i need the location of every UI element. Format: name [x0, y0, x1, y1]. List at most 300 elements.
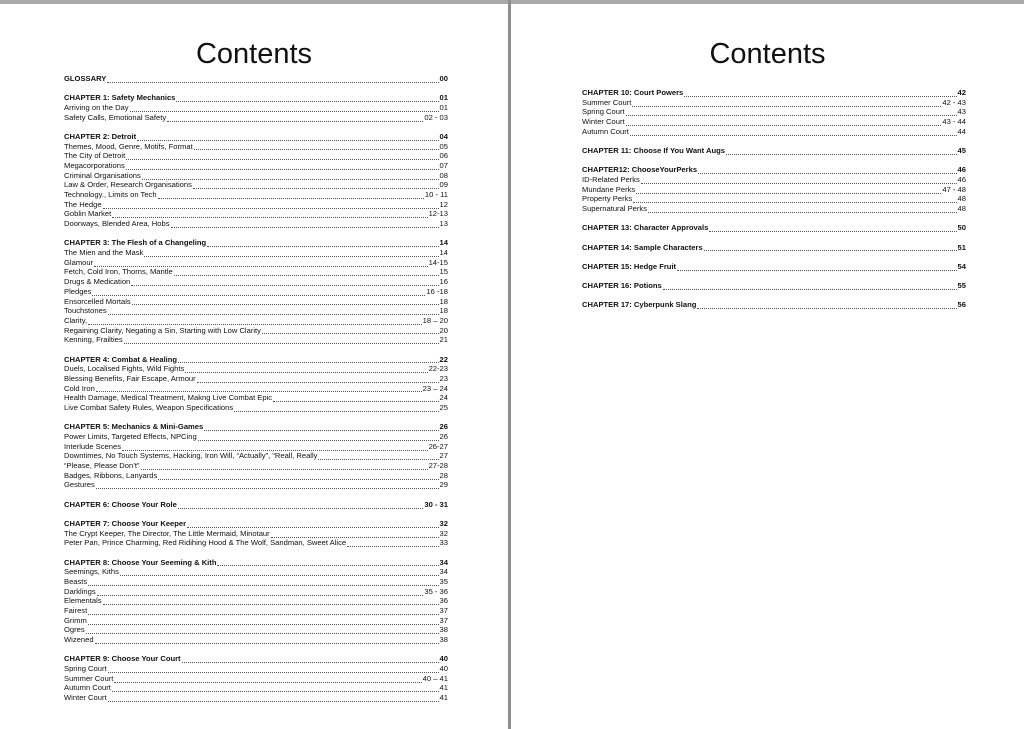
page-number: 42: [957, 87, 966, 97]
page-number: 27: [439, 451, 448, 461]
dot-leader: [217, 558, 438, 566]
dot-leader: [130, 104, 439, 112]
toc-entry[interactable]: [582, 194, 966, 204]
toc-section: [582, 243, 966, 253]
dot-leader: [347, 539, 438, 547]
dot-leader: [120, 568, 439, 576]
dot-leader: [193, 181, 439, 189]
dot-leader: [108, 694, 439, 702]
page-number: 10 - 11: [424, 190, 448, 200]
entry-title: The Crypt Keeper, The Director, The Little Mermaid, Minotaur: [64, 528, 270, 538]
left-page: [0, 4, 508, 729]
page-number: 14-15: [428, 257, 448, 267]
toc-section: [582, 300, 966, 310]
dot-leader: [636, 186, 941, 194]
toc-chapter-heading[interactable]: [582, 223, 966, 233]
dot-leader: [198, 433, 439, 441]
toc-section: [582, 223, 966, 233]
table-of-contents: [64, 74, 448, 712]
entry-title: The City of Detroit: [64, 151, 126, 161]
page-number: 13: [439, 219, 448, 229]
toc-section: [582, 88, 966, 136]
dot-leader: [114, 675, 421, 683]
page-number: 37: [439, 606, 448, 616]
dot-leader: [132, 297, 439, 305]
toc-section: [64, 238, 448, 345]
entry-title: Peter Pan, Prince Charming, Red Ridihing Hood & The Wolf, Sandman, Sweet Alice: [64, 538, 347, 548]
toc-entry[interactable]: [64, 587, 448, 597]
page-number: 24: [439, 393, 448, 403]
toc-section: [64, 519, 448, 548]
chapter-title: CHAPTER 10: Court Powers: [582, 87, 684, 97]
dot-leader: [126, 152, 438, 160]
entry-title: Grimm: [64, 615, 87, 625]
dot-leader: [194, 142, 439, 150]
dot-leader: [318, 452, 438, 460]
chapter-title: CHAPTER 5: Mechanics & Mini-Games: [64, 422, 204, 432]
toc-chapter-heading[interactable]: [64, 558, 448, 568]
toc-entry[interactable]: [64, 635, 448, 645]
entry-title: Pledges: [64, 286, 92, 296]
toc-entry[interactable]: [64, 567, 448, 577]
dot-leader: [677, 263, 956, 271]
page-number: 43 - 44: [942, 117, 966, 127]
page-number: 30 - 31: [424, 499, 448, 509]
entry-title: Spring Court: [582, 107, 625, 117]
entry-title: Power Limits, Targeted Effects, NPCing: [64, 431, 197, 441]
dot-leader: [112, 210, 427, 218]
entry-title: Arriving on the Day: [64, 102, 129, 112]
entry-title: Duels, Localised Fights, Wild Fights: [64, 364, 185, 374]
toc-chapter-heading[interactable]: [64, 93, 448, 103]
toc-section: [64, 355, 448, 413]
page-number: 38: [439, 625, 448, 635]
entry-title: Criminal Organisations: [64, 170, 141, 180]
page-number: 44: [957, 126, 966, 136]
toc-entry[interactable]: [64, 200, 448, 210]
page-number: 26: [439, 431, 448, 441]
dot-leader: [174, 268, 439, 276]
entry-title: Downtimes, No Touch Systems, Hacking, Iron Will, “Actually”, “Reall, Really: [64, 451, 318, 461]
chapter-title: CHAPTER12: ChooseYourPerks: [582, 165, 698, 175]
toc-chapter-heading[interactable]: [64, 132, 448, 142]
toc-chapter-heading[interactable]: [582, 243, 966, 253]
chapter-title: CHAPTER 15: Hedge Fruit: [582, 261, 677, 271]
entry-title: Property Perks: [582, 194, 633, 204]
entry-title: Badges, Ribbons, Lanyards: [64, 470, 158, 480]
entry-title: Summer Court: [582, 97, 632, 107]
page-number: 56: [957, 300, 966, 310]
dot-leader: [187, 520, 438, 528]
page-number: 25: [439, 402, 448, 412]
page-number: 40: [439, 654, 448, 664]
entry-title: Elementals: [64, 596, 102, 606]
entry-title: Winter Court: [582, 117, 625, 127]
dot-leader: [158, 472, 438, 480]
toc-entry[interactable]: [64, 113, 448, 123]
toc-chapter-heading[interactable]: [582, 146, 966, 156]
right-page: [511, 4, 1024, 729]
dot-leader: [663, 282, 957, 290]
dot-leader: [142, 172, 439, 180]
dot-leader: [122, 443, 428, 451]
toc-entry[interactable]: [64, 161, 448, 171]
entry-title: Winter Court: [64, 693, 107, 703]
dot-leader: [141, 462, 428, 470]
entry-title: Kenning, Frailties: [64, 335, 123, 345]
entry-title: Doorways, Blended Area, Hobs: [64, 219, 170, 229]
dot-leader: [182, 655, 439, 663]
toc-chapter-heading[interactable]: [64, 500, 448, 510]
chapter-title: CHAPTER 11: Choose If You Want Augs: [582, 146, 726, 156]
toc-entry[interactable]: [64, 625, 448, 635]
toc-section: [64, 132, 448, 229]
entry-title: Autumn Court: [64, 683, 111, 693]
entry-title: Health Damage, Medical Treatment, Makng Live Combat Epic: [64, 393, 273, 403]
page-number: 46: [957, 174, 966, 184]
toc-entry[interactable]: [582, 98, 966, 108]
toc-entry[interactable]: [64, 219, 448, 229]
page-number: 40 – 41: [422, 673, 448, 683]
page-number: 34: [439, 567, 448, 577]
page-number: 35 - 36: [424, 586, 448, 596]
page-number: 40: [439, 664, 448, 674]
toc-section: [64, 500, 448, 510]
dot-leader: [178, 355, 438, 363]
toc-entry[interactable]: [64, 451, 448, 461]
page-number: 12-13: [428, 209, 448, 219]
dot-leader: [131, 278, 438, 286]
dot-leader: [126, 162, 439, 170]
page-number: 28: [439, 470, 448, 480]
dot-leader: [273, 394, 438, 402]
entry-title: Autumn Court: [582, 126, 629, 136]
entry-title: Ensorcelled Mortals: [64, 296, 131, 306]
toc-entry[interactable]: [582, 204, 966, 214]
entry-title: Themes, Mood, Genre, Motifs, Format: [64, 141, 193, 151]
dot-leader: [630, 128, 957, 136]
toc-entry[interactable]: [64, 190, 448, 200]
dot-leader: [158, 191, 424, 199]
dot-leader: [697, 301, 956, 309]
toc-entry[interactable]: [64, 180, 448, 190]
toc-entry[interactable]: [64, 461, 448, 471]
page-number: 41: [439, 693, 448, 703]
dot-leader: [185, 365, 427, 373]
dot-leader: [97, 588, 424, 596]
entry-title: Drugs & Medication: [64, 277, 131, 287]
entry-title: Goblin Market: [64, 209, 112, 219]
dot-leader: [88, 607, 438, 615]
toc-entry[interactable]: [64, 577, 448, 587]
entry-title: Cold Iron: [64, 383, 95, 393]
toc-entry[interactable]: [64, 248, 448, 258]
toc-chapter-heading[interactable]: [582, 281, 966, 291]
entry-title: Regaining Clarity, Negating a Sin, Starting with Low Clarity: [64, 325, 261, 335]
toc-chapter-heading[interactable]: [64, 238, 448, 248]
dot-leader: [204, 423, 438, 431]
entry-title: Supernatural Perks: [582, 204, 648, 214]
toc-entry[interactable]: [64, 384, 448, 394]
chapter-title: CHAPTER 6: Choose Your Role: [64, 499, 177, 509]
toc-entry[interactable]: [64, 297, 448, 307]
toc-entry[interactable]: [582, 175, 966, 185]
dot-leader: [197, 375, 439, 383]
toc-chapter-heading[interactable]: [64, 74, 448, 84]
page-number: 07: [439, 160, 448, 170]
dot-leader: [137, 133, 438, 141]
toc-section: [64, 422, 448, 490]
page-number: 22-23: [428, 364, 448, 374]
entry-title: Beasts: [64, 576, 88, 586]
page-number: 29: [439, 480, 448, 490]
entry-title: Gestures: [64, 480, 95, 490]
entry-title: Live Combat Safety Rules, Weapon Specifications: [64, 402, 234, 412]
dot-leader: [144, 249, 438, 257]
chapter-title: GLOSSARY: [64, 73, 107, 83]
toc-entry[interactable]: [582, 107, 966, 117]
page-number: 41: [439, 683, 448, 693]
page-number: 48: [957, 194, 966, 204]
entry-title: Law & Order, Research Organisations: [64, 180, 192, 190]
entry-title: Seemings, Kiths: [64, 567, 119, 577]
dot-leader: [95, 636, 439, 644]
page-number: 48: [957, 204, 966, 214]
toc-section: [582, 281, 966, 291]
toc-entry[interactable]: [64, 393, 448, 403]
page-number: 18 – 20: [422, 315, 448, 325]
entry-title: Clarity,: [64, 315, 88, 325]
toc-chapter-heading[interactable]: [582, 165, 966, 175]
toc-entry[interactable]: [64, 258, 448, 268]
page-number: 45: [957, 146, 966, 156]
toc-chapter-heading[interactable]: [582, 262, 966, 272]
entry-title: Fairest: [64, 606, 88, 616]
dot-leader: [88, 317, 422, 325]
entry-title: Ogres: [64, 625, 85, 635]
toc-section: [64, 74, 448, 84]
toc-entry[interactable]: [64, 103, 448, 113]
chapter-title: CHAPTER 13: Character Approvals: [582, 223, 709, 233]
toc-section: [64, 93, 448, 122]
toc-entry[interactable]: [64, 432, 448, 442]
page-number: 14: [439, 248, 448, 258]
dot-leader: [271, 530, 439, 538]
toc-section: [582, 165, 966, 213]
dot-leader: [96, 384, 422, 392]
dot-leader: [103, 201, 439, 209]
page-title: Contents: [709, 38, 826, 70]
toc-entry[interactable]: [64, 616, 448, 626]
toc-chapter-heading[interactable]: [64, 519, 448, 529]
page-number: 43: [957, 107, 966, 117]
dot-leader: [108, 665, 439, 673]
page-number: 08: [439, 170, 448, 180]
page-number: 32: [439, 528, 448, 538]
toc-entry[interactable]: [64, 683, 448, 693]
page-number: 26-27: [428, 441, 448, 451]
page-number: 04: [439, 131, 448, 141]
toc-entry[interactable]: [64, 287, 448, 297]
toc-entry[interactable]: [64, 316, 448, 326]
toc-entry[interactable]: [64, 142, 448, 152]
toc-entry[interactable]: [64, 596, 448, 606]
toc-entry[interactable]: [582, 185, 966, 195]
entry-title: Summer Court: [64, 673, 114, 683]
dot-leader: [108, 307, 439, 315]
page-title: Contents: [195, 38, 313, 70]
chapter-title: CHAPTER 1: Safety Mechanics: [64, 93, 176, 103]
chapter-title: CHAPTER 9: Choose Your Court: [64, 654, 181, 664]
entry-title: Mundane Perks: [582, 184, 636, 194]
page-number: 54: [957, 261, 966, 271]
page-number: 18: [439, 306, 448, 316]
toc-entry[interactable]: [64, 151, 448, 161]
dot-leader: [641, 176, 957, 184]
entry-title: “Please, Please Don’t”: [64, 461, 140, 471]
entry-title: Safety Calls, Emotional Safety: [64, 112, 167, 122]
dot-leader: [92, 288, 425, 296]
page-number: 42 - 43: [942, 97, 966, 107]
toc-entry[interactable]: [64, 209, 448, 219]
dot-leader: [709, 224, 956, 232]
dot-leader: [88, 617, 439, 625]
toc-entry[interactable]: [64, 674, 448, 684]
toc-entry[interactable]: [64, 606, 448, 616]
toc-entry[interactable]: [64, 267, 448, 277]
dot-leader: [96, 481, 439, 489]
toc-entry[interactable]: [64, 171, 448, 181]
page-number: 06: [439, 151, 448, 161]
dot-leader: [178, 501, 424, 509]
page-number: 01: [439, 93, 448, 103]
dot-leader: [94, 259, 427, 267]
toc-entry[interactable]: [64, 326, 448, 336]
page-number: 51: [957, 242, 966, 252]
dot-leader: [632, 99, 941, 107]
chapter-title: CHAPTER 7: Choose Your Keeper: [64, 518, 187, 528]
toc-entry[interactable]: [64, 693, 448, 703]
toc-entry[interactable]: [64, 538, 448, 548]
dot-leader: [103, 597, 439, 605]
page-number: 33: [439, 538, 448, 548]
page-number: 47 - 48: [942, 184, 966, 194]
page-number: 37: [439, 615, 448, 625]
toc-chapter-heading[interactable]: [582, 300, 966, 310]
toc-entry[interactable]: [64, 335, 448, 345]
page-number: 01: [439, 102, 448, 112]
entry-title: Megacorporations: [64, 160, 125, 170]
toc-section: [64, 654, 448, 702]
dot-leader: [88, 578, 438, 586]
dot-leader: [167, 114, 423, 122]
toc-entry[interactable]: [64, 306, 448, 316]
dot-leader: [207, 239, 438, 247]
page-number: 20: [439, 325, 448, 335]
toc-section: [64, 558, 448, 645]
dot-leader: [176, 94, 438, 102]
page-number: 26: [439, 422, 448, 432]
dot-leader: [262, 326, 439, 334]
page-number: 21: [439, 335, 448, 345]
entry-title: The Hedge: [64, 199, 102, 209]
toc-entry[interactable]: [64, 664, 448, 674]
page-number: 05: [439, 141, 448, 151]
page-number: 18: [439, 296, 448, 306]
toc-entry[interactable]: [64, 403, 448, 413]
toc-section: [582, 146, 966, 156]
toc-entry[interactable]: [64, 471, 448, 481]
dot-leader: [107, 75, 438, 83]
toc-entry[interactable]: [64, 442, 448, 452]
dot-leader: [86, 626, 439, 634]
toc-chapter-heading[interactable]: [64, 654, 448, 664]
page-number: 35: [439, 576, 448, 586]
entry-title: Darklings: [64, 586, 96, 596]
entry-title: ID-Related Perks: [582, 174, 640, 184]
page-number: 16 -18: [426, 286, 448, 296]
toc-entry[interactable]: [64, 480, 448, 490]
dot-leader: [704, 243, 957, 251]
page-number: 15: [439, 267, 448, 277]
toc-chapter-heading[interactable]: [64, 355, 448, 365]
toc-section: [582, 262, 966, 272]
toc-chapter-heading[interactable]: [582, 88, 966, 98]
dot-leader: [626, 118, 942, 126]
toc-entry[interactable]: [64, 277, 448, 287]
dot-leader: [648, 205, 957, 213]
toc-chapter-heading[interactable]: [64, 422, 448, 432]
page-number: 23: [439, 373, 448, 383]
table-of-contents: [582, 88, 966, 320]
page-number: 46: [957, 165, 966, 175]
page-number: 23 – 24: [422, 383, 448, 393]
page-number: 36: [439, 596, 448, 606]
entry-title: Blessing Benefits, Fair Escape, Armour: [64, 373, 196, 383]
entry-title: Glamour: [64, 257, 94, 267]
page-number: 12: [439, 199, 448, 209]
page-number: 34: [439, 557, 448, 567]
toc-entry[interactable]: [64, 364, 448, 374]
entry-title: Fetch, Cold Iron, Thorns, Mantle: [64, 267, 173, 277]
chapter-title: CHAPTER 8: Choose Your Seeming & Kith: [64, 557, 217, 567]
entry-title: The Mien and the Mask: [64, 248, 144, 258]
toc-entry[interactable]: [582, 117, 966, 127]
entry-title: Touchstones: [64, 306, 107, 316]
page-number: 50: [957, 223, 966, 233]
dot-leader: [626, 108, 957, 116]
dot-leader: [234, 404, 438, 412]
entry-title: Interlude Scenes: [64, 441, 121, 451]
entry-title: Technology., Limits on Tech: [64, 190, 157, 200]
chapter-title: CHAPTER 2: Detroit: [64, 131, 137, 141]
page-number: 00: [439, 73, 448, 83]
chapter-title: CHAPTER 14: Sample Characters: [582, 242, 703, 252]
page-number: 38: [439, 635, 448, 645]
toc-entry[interactable]: [582, 127, 966, 137]
toc-entry[interactable]: [64, 529, 448, 539]
toc-entry[interactable]: [64, 374, 448, 384]
page-number: 02 - 03: [424, 112, 448, 122]
page-number: 32: [439, 518, 448, 528]
dot-leader: [684, 89, 956, 97]
dot-leader: [124, 336, 439, 344]
page-number: 14: [439, 238, 448, 248]
dot-leader: [698, 166, 956, 174]
dot-leader: [726, 147, 957, 155]
page-number: 55: [957, 281, 966, 291]
entry-title: Spring Court: [64, 664, 107, 674]
